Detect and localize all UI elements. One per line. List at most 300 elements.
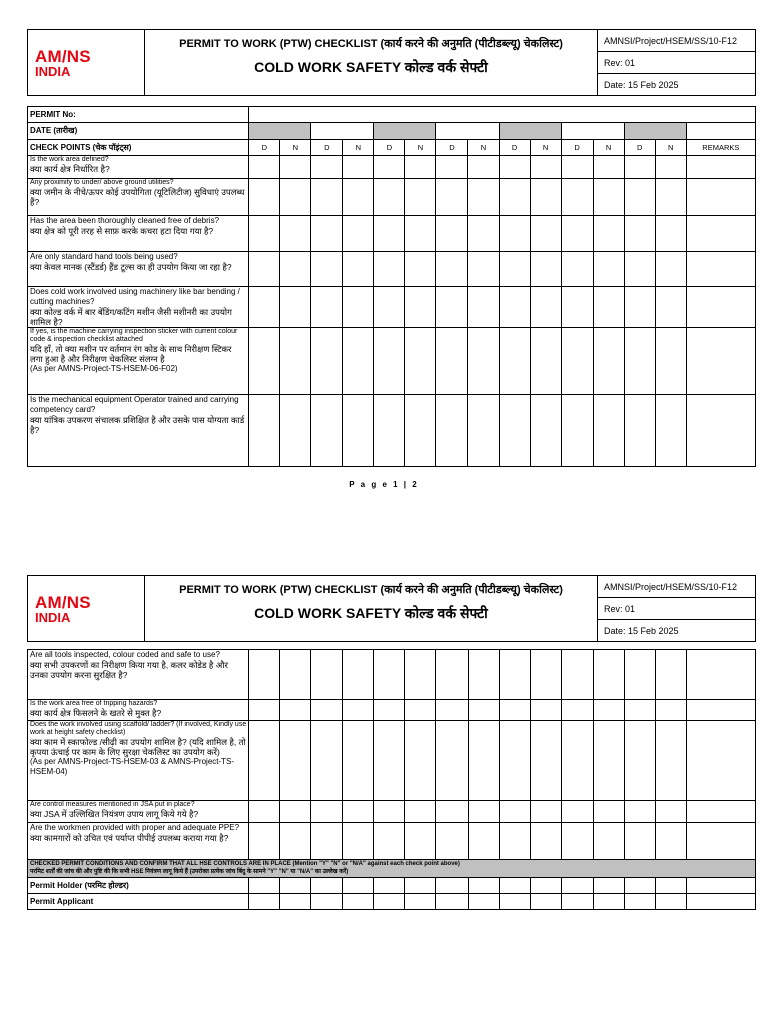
check-cell[interactable] xyxy=(499,179,530,216)
sign-cell[interactable] xyxy=(468,894,499,910)
check-cell[interactable] xyxy=(280,179,311,216)
question-en: Are control measures mentioned in JSA put in place? xyxy=(30,801,195,808)
check-cell[interactable] xyxy=(624,287,655,328)
doc-number: AMNSI/Project/HSEM/SS/10-F12 xyxy=(598,30,755,52)
check-cell[interactable] xyxy=(436,721,468,801)
amns-logo xyxy=(28,576,145,641)
col-header: D xyxy=(374,140,405,156)
check-cell[interactable] xyxy=(593,700,624,721)
check-cell[interactable] xyxy=(624,179,655,216)
check-cell[interactable] xyxy=(249,252,280,287)
check-cell[interactable] xyxy=(343,700,374,721)
date-cell[interactable] xyxy=(686,123,755,140)
check-cell[interactable] xyxy=(468,179,499,216)
check-points-label: CHECK POINTS (चेक पॉइंट्स) xyxy=(28,140,249,156)
question-hi: क्या कोल्ड वर्क में बार बेंडिंग/कटिंग मशीन जैसी मशीनरी का उपयोग शामिल है? xyxy=(30,307,232,327)
check-cell[interactable] xyxy=(280,287,311,328)
check-cell[interactable] xyxy=(249,395,280,467)
col-header: D xyxy=(624,140,655,156)
question-cell xyxy=(28,395,249,467)
check-cell[interactable] xyxy=(655,328,686,395)
check-cell[interactable] xyxy=(655,721,686,801)
check-cell[interactable] xyxy=(561,252,593,287)
form-title: PERMIT TO WORK (PTW) CHECKLIST (कार्य करने की अनुमति (पीटीडब्ल्यू) चेकलिस्ट) xyxy=(179,38,563,50)
sign-cell[interactable] xyxy=(593,894,624,910)
sign-cell[interactable] xyxy=(686,878,755,894)
check-cell[interactable] xyxy=(561,721,593,801)
check-cell[interactable] xyxy=(655,801,686,823)
sign-cell[interactable] xyxy=(374,894,405,910)
sign-cell[interactable] xyxy=(343,878,374,894)
remarks-cell[interactable] xyxy=(686,252,755,287)
remarks-cell[interactable] xyxy=(686,216,755,252)
permit-applicant-label: Permit Applicant xyxy=(28,894,249,910)
date-cell[interactable] xyxy=(311,123,374,140)
check-cell[interactable] xyxy=(593,179,624,216)
col-header: N xyxy=(593,140,624,156)
check-cell[interactable] xyxy=(249,287,280,328)
permit-applicant-row xyxy=(28,894,756,910)
check-cell[interactable] xyxy=(311,328,343,395)
question-reference: (As per AMNS-Project-TS-HSEM-03 & AMNS-Project-TS-HSEM-04) xyxy=(30,757,235,776)
check-cell[interactable] xyxy=(436,216,468,252)
check-cell[interactable] xyxy=(405,179,436,216)
sign-cell[interactable] xyxy=(468,878,499,894)
sign-cell[interactable] xyxy=(311,878,343,894)
question-en: Does cold work involved using machinery like bar bending / cutting machines? xyxy=(30,287,240,306)
permit-holder-label: Permit Holder (परमिट होल्डर) xyxy=(28,878,249,894)
check-cell[interactable] xyxy=(593,801,624,823)
check-cell[interactable] xyxy=(624,156,655,179)
sign-cell[interactable] xyxy=(374,878,405,894)
question-hi: क्या केवल मानक (स्टैंडर्ड) हैंड टूल्स का ही उपयोग किया जा रहा है? xyxy=(30,262,232,272)
remarks-cell[interactable] xyxy=(686,700,755,721)
check-cell[interactable] xyxy=(468,328,499,395)
sign-cell[interactable] xyxy=(530,894,561,910)
sign-cell[interactable] xyxy=(405,878,436,894)
question-hi: क्या सभी उपकरणों का निरीक्षण किया गया है, कलर कोडेड है और उनका उपयोग करना सुरक्षित है? xyxy=(30,660,228,680)
check-cell[interactable] xyxy=(499,801,530,823)
check-cell[interactable] xyxy=(530,156,561,179)
check-cell[interactable] xyxy=(468,395,499,467)
sign-cell[interactable] xyxy=(686,894,755,910)
sign-cell[interactable] xyxy=(593,878,624,894)
sign-cell[interactable] xyxy=(655,878,686,894)
check-cell[interactable] xyxy=(374,156,405,179)
check-cell[interactable] xyxy=(593,156,624,179)
check-cell[interactable] xyxy=(405,650,436,700)
remarks-cell[interactable] xyxy=(686,801,755,823)
check-cell[interactable] xyxy=(249,328,280,395)
checklist-row xyxy=(28,252,756,287)
col-header: N xyxy=(343,140,374,156)
remarks-cell[interactable] xyxy=(686,395,755,467)
check-cell[interactable] xyxy=(468,252,499,287)
check-cell[interactable] xyxy=(655,216,686,252)
sign-cell[interactable] xyxy=(311,894,343,910)
check-cell[interactable] xyxy=(436,156,468,179)
check-cell[interactable] xyxy=(436,801,468,823)
question-reference: (As per AMNS-Project-TS-HSEM-06-F02) xyxy=(30,364,178,373)
check-cell[interactable] xyxy=(405,287,436,328)
question-cell xyxy=(28,252,249,287)
checklist-row xyxy=(28,328,756,395)
date-cell[interactable] xyxy=(374,123,436,140)
check-cell[interactable] xyxy=(530,700,561,721)
question-cell xyxy=(28,287,249,328)
check-cell[interactable] xyxy=(530,801,561,823)
check-cell[interactable] xyxy=(280,395,311,467)
sign-cell[interactable] xyxy=(436,894,468,910)
check-cell[interactable] xyxy=(311,395,343,467)
check-cell[interactable] xyxy=(593,252,624,287)
check-cell[interactable] xyxy=(561,156,593,179)
col-header: D xyxy=(561,140,593,156)
logo-line1: AM/NS xyxy=(35,47,91,66)
check-cell[interactable] xyxy=(530,395,561,467)
check-cell[interactable] xyxy=(249,700,280,721)
check-cell[interactable] xyxy=(343,287,374,328)
check-cell[interactable] xyxy=(405,801,436,823)
col-header: N xyxy=(655,140,686,156)
check-cell[interactable] xyxy=(280,650,311,700)
date-cell[interactable] xyxy=(249,123,311,140)
form-subtitle: COLD WORK SAFETY कोल्ड वर्क सेफ्टी xyxy=(254,59,488,75)
check-cell[interactable] xyxy=(655,823,686,860)
check-cell[interactable] xyxy=(374,328,405,395)
check-cell[interactable] xyxy=(249,216,280,252)
date-cell[interactable] xyxy=(561,123,624,140)
page2-header xyxy=(27,575,756,642)
check-cell[interactable] xyxy=(499,395,530,467)
check-cell[interactable] xyxy=(280,823,311,860)
check-cell[interactable] xyxy=(311,700,343,721)
page1-checklist-table xyxy=(27,106,756,467)
question-en: Are the workmen provided with proper and adequate PPE? xyxy=(30,823,240,832)
checklist-row xyxy=(28,216,756,252)
col-header: N xyxy=(280,140,311,156)
check-cell[interactable] xyxy=(499,252,530,287)
check-cell[interactable] xyxy=(249,179,280,216)
checklist-row xyxy=(28,823,756,860)
check-cell[interactable] xyxy=(561,395,593,467)
question-cell xyxy=(28,650,249,700)
check-cell[interactable] xyxy=(561,179,593,216)
check-cell[interactable] xyxy=(655,287,686,328)
confirmation-note-en: CHECKED PERMIT CONDITIONS AND CONFIRM THAT ALL HSE CONTROLS ARE IN PLACE (Mention "Y" "N" or "N/A" against each check point above) xyxy=(30,861,460,867)
check-cell[interactable] xyxy=(530,823,561,860)
checklist-row xyxy=(28,801,756,823)
check-cell[interactable] xyxy=(436,287,468,328)
sign-cell[interactable] xyxy=(436,878,468,894)
check-cell[interactable] xyxy=(499,156,530,179)
sign-cell[interactable] xyxy=(561,894,593,910)
sign-cell[interactable] xyxy=(249,894,280,910)
check-cell[interactable] xyxy=(374,216,405,252)
check-cell[interactable] xyxy=(405,823,436,860)
check-cell[interactable] xyxy=(530,721,561,801)
check-cell[interactable] xyxy=(280,721,311,801)
date-cell[interactable] xyxy=(499,123,561,140)
check-cell[interactable] xyxy=(593,721,624,801)
checklist-row xyxy=(28,156,756,179)
check-cell[interactable] xyxy=(499,328,530,395)
check-cell[interactable] xyxy=(343,395,374,467)
check-cell[interactable] xyxy=(311,179,343,216)
check-cell[interactable] xyxy=(468,216,499,252)
check-cell[interactable] xyxy=(468,287,499,328)
check-cell[interactable] xyxy=(374,287,405,328)
check-cell[interactable] xyxy=(374,179,405,216)
check-cell[interactable] xyxy=(436,179,468,216)
check-cell[interactable] xyxy=(624,700,655,721)
sign-cell[interactable] xyxy=(280,878,311,894)
question-cell xyxy=(28,156,249,179)
check-cell[interactable] xyxy=(468,823,499,860)
question-cell xyxy=(28,216,249,252)
remarks-header: REMARKS xyxy=(686,140,755,156)
check-cell[interactable] xyxy=(343,801,374,823)
question-en: Is the work area defined? xyxy=(30,156,109,163)
check-cell[interactable] xyxy=(311,156,343,179)
sign-cell[interactable] xyxy=(499,878,530,894)
check-cell[interactable] xyxy=(624,721,655,801)
date-cell[interactable] xyxy=(624,123,686,140)
check-cell[interactable] xyxy=(593,216,624,252)
check-cell[interactable] xyxy=(249,801,280,823)
col-header: D xyxy=(249,140,280,156)
check-cell[interactable] xyxy=(468,801,499,823)
check-cell[interactable] xyxy=(624,801,655,823)
check-cell[interactable] xyxy=(343,252,374,287)
check-cell[interactable] xyxy=(343,328,374,395)
check-cell[interactable] xyxy=(624,328,655,395)
check-cell[interactable] xyxy=(499,823,530,860)
check-cell[interactable] xyxy=(374,700,405,721)
check-cell[interactable] xyxy=(561,287,593,328)
check-cell[interactable] xyxy=(561,700,593,721)
check-cell[interactable] xyxy=(624,395,655,467)
check-cell[interactable] xyxy=(249,823,280,860)
check-cell[interactable] xyxy=(249,721,280,801)
check-cell[interactable] xyxy=(561,650,593,700)
question-hi: क्या क्षेत्र को पूरी तरह से साफ़ करके कचरा हटा दिया गया है? xyxy=(30,226,214,236)
question-hi: यदि हाँ, तो क्या मशीन पर वर्तमान रंग कोड के साथ निरीक्षण स्टिकर लगा हुआ है और निरीक्षण चेकलिस्ट संलग्न है xyxy=(30,344,232,364)
check-cell[interactable] xyxy=(499,700,530,721)
check-cell[interactable] xyxy=(374,823,405,860)
question-cell xyxy=(28,179,249,216)
check-cell[interactable] xyxy=(468,650,499,700)
check-cell[interactable] xyxy=(593,328,624,395)
permit-no-field[interactable] xyxy=(249,107,756,123)
check-cell[interactable] xyxy=(436,328,468,395)
check-cell[interactable] xyxy=(343,721,374,801)
check-cell[interactable] xyxy=(436,700,468,721)
checklist-row xyxy=(28,700,756,721)
col-header: N xyxy=(530,140,561,156)
question-hi: क्या कार्य क्षेत्र निर्धारित है? xyxy=(30,164,110,174)
col-header: D xyxy=(436,140,468,156)
check-cell[interactable] xyxy=(343,650,374,700)
checklist-row xyxy=(28,650,756,700)
check-cell[interactable] xyxy=(405,700,436,721)
check-cell[interactable] xyxy=(624,823,655,860)
check-cell[interactable] xyxy=(468,721,499,801)
sign-cell[interactable] xyxy=(561,878,593,894)
check-cell[interactable] xyxy=(468,700,499,721)
sign-cell[interactable] xyxy=(405,894,436,910)
check-cell[interactable] xyxy=(405,395,436,467)
permit-no-label: PERMIT No: xyxy=(28,107,249,123)
question-hi: क्या यांत्रिक उपकरण संचालक प्रशिक्षित है और उसके पास योग्यता कार्ड है? xyxy=(30,415,245,435)
question-cell xyxy=(28,801,249,823)
permit-holder-row xyxy=(28,878,756,894)
check-cell[interactable] xyxy=(593,287,624,328)
question-hi: क्या JSA में उल्लिखित नियंत्रण उपाय लागू किये गये है? xyxy=(30,809,199,819)
check-cell[interactable] xyxy=(280,700,311,721)
form-title: PERMIT TO WORK (PTW) CHECKLIST (कार्य करने की अनुमति (पीटीडब्ल्यू) चेकलिस्ट) xyxy=(179,584,563,596)
confirmation-note-hi: परमिट शर्तों की जांच की और पुष्टि की कि सभी HSE नियंत्रण लागू किये हैं (उपरोक्त प्रत्येक जांच बिंदु के सामने "Y" "N" या "N/A" का उल्लेख करें) xyxy=(30,869,349,875)
check-cell[interactable] xyxy=(655,179,686,216)
check-cell[interactable] xyxy=(249,650,280,700)
check-cell[interactable] xyxy=(343,823,374,860)
page1-header xyxy=(27,29,756,96)
check-cell[interactable] xyxy=(311,287,343,328)
form-subtitle: COLD WORK SAFETY कोल्ड वर्क सेफ्टी xyxy=(254,605,488,621)
checklist-row xyxy=(28,179,756,216)
check-cell[interactable] xyxy=(624,650,655,700)
check-cell[interactable] xyxy=(374,650,405,700)
question-cell xyxy=(28,700,249,721)
sign-cell[interactable] xyxy=(655,894,686,910)
check-cell[interactable] xyxy=(374,801,405,823)
check-cell[interactable] xyxy=(530,252,561,287)
check-cell[interactable] xyxy=(405,252,436,287)
confirmation-note-row xyxy=(28,860,756,878)
check-cell[interactable] xyxy=(561,216,593,252)
check-cell[interactable] xyxy=(374,252,405,287)
date-label: DATE (तारीख) xyxy=(28,123,249,140)
remarks-cell[interactable] xyxy=(686,179,755,216)
sign-cell[interactable] xyxy=(280,894,311,910)
check-cell[interactable] xyxy=(499,216,530,252)
check-cell[interactable] xyxy=(343,156,374,179)
check-cell[interactable] xyxy=(280,156,311,179)
check-cell[interactable] xyxy=(624,216,655,252)
question-en: Does the work involved using scaffold/ ladder? (If involved, Kindly use work at height safety checklist) xyxy=(30,721,247,736)
question-hi: क्या कार्य क्षेत्र फिसलने के खतरे से मुक्त है? xyxy=(30,708,162,718)
check-cell[interactable] xyxy=(343,216,374,252)
confirmation-note xyxy=(28,860,756,878)
sign-cell[interactable] xyxy=(343,894,374,910)
question-hi: क्या जमीन के नीचे/ऊपर कोई उपयोगिता (यूटिलिटीज) सुविधाएं उपलब्ध हैं? xyxy=(30,187,245,207)
doc-number: AMNSI/Project/HSEM/SS/10-F12 xyxy=(598,576,755,598)
check-cell[interactable] xyxy=(280,216,311,252)
check-cell[interactable] xyxy=(405,721,436,801)
date-cell[interactable] xyxy=(436,123,499,140)
amns-logo xyxy=(28,30,145,95)
remarks-cell[interactable] xyxy=(686,721,755,801)
check-cell[interactable] xyxy=(530,179,561,216)
col-header: D xyxy=(499,140,530,156)
remarks-cell[interactable] xyxy=(686,156,755,179)
check-cell[interactable] xyxy=(311,721,343,801)
check-cell[interactable] xyxy=(593,823,624,860)
check-cell[interactable] xyxy=(280,252,311,287)
check-cell[interactable] xyxy=(530,216,561,252)
check-cell[interactable] xyxy=(280,328,311,395)
remarks-cell[interactable] xyxy=(686,650,755,700)
check-cell[interactable] xyxy=(593,650,624,700)
check-cell[interactable] xyxy=(405,156,436,179)
question-en: Is the mechanical equipment Operator trained and carrying competency card? xyxy=(30,395,239,414)
check-cell[interactable] xyxy=(561,823,593,860)
checklist-row xyxy=(28,287,756,328)
check-cell[interactable] xyxy=(405,328,436,395)
check-cell[interactable] xyxy=(343,179,374,216)
col-header: D xyxy=(311,140,343,156)
check-cell[interactable] xyxy=(280,801,311,823)
sign-cell[interactable] xyxy=(530,878,561,894)
check-cell[interactable] xyxy=(436,252,468,287)
check-cell[interactable] xyxy=(655,650,686,700)
check-cell[interactable] xyxy=(499,650,530,700)
check-cell[interactable] xyxy=(655,156,686,179)
checklist-row xyxy=(28,395,756,467)
check-cell[interactable] xyxy=(561,801,593,823)
check-cell[interactable] xyxy=(655,700,686,721)
remarks-cell[interactable] xyxy=(686,328,755,395)
remarks-cell[interactable] xyxy=(686,823,755,860)
sign-cell[interactable] xyxy=(249,878,280,894)
question-en: Is the work area free of tripping hazards? xyxy=(30,700,158,707)
checklist-row xyxy=(28,721,756,801)
remarks-cell[interactable] xyxy=(686,287,755,328)
question-en: Are only standard hand tools being used? xyxy=(30,252,178,261)
check-cell[interactable] xyxy=(593,395,624,467)
check-cell[interactable] xyxy=(311,650,343,700)
sign-cell[interactable] xyxy=(624,878,655,894)
check-cell[interactable] xyxy=(624,252,655,287)
check-cell[interactable] xyxy=(374,721,405,801)
check-cell[interactable] xyxy=(249,156,280,179)
check-cell[interactable] xyxy=(436,650,468,700)
page-number: P a g e 1 | 2 xyxy=(349,480,419,489)
check-cell[interactable] xyxy=(311,801,343,823)
check-cell[interactable] xyxy=(405,216,436,252)
check-cell[interactable] xyxy=(530,328,561,395)
question-cell xyxy=(28,328,249,395)
check-cell[interactable] xyxy=(530,287,561,328)
check-cell[interactable] xyxy=(374,395,405,467)
check-cell[interactable] xyxy=(499,721,530,801)
logo-line1: AM/NS xyxy=(35,593,91,612)
check-cell[interactable] xyxy=(311,252,343,287)
check-cell[interactable] xyxy=(436,395,468,467)
check-cell[interactable] xyxy=(499,287,530,328)
sign-cell[interactable] xyxy=(499,894,530,910)
check-cell[interactable] xyxy=(468,156,499,179)
check-cell[interactable] xyxy=(655,252,686,287)
check-cell[interactable] xyxy=(530,650,561,700)
check-cell[interactable] xyxy=(561,328,593,395)
check-cell[interactable] xyxy=(311,823,343,860)
check-cell[interactable] xyxy=(436,823,468,860)
sign-cell[interactable] xyxy=(624,894,655,910)
check-cell[interactable] xyxy=(655,395,686,467)
check-cell[interactable] xyxy=(311,216,343,252)
col-header: N xyxy=(405,140,436,156)
